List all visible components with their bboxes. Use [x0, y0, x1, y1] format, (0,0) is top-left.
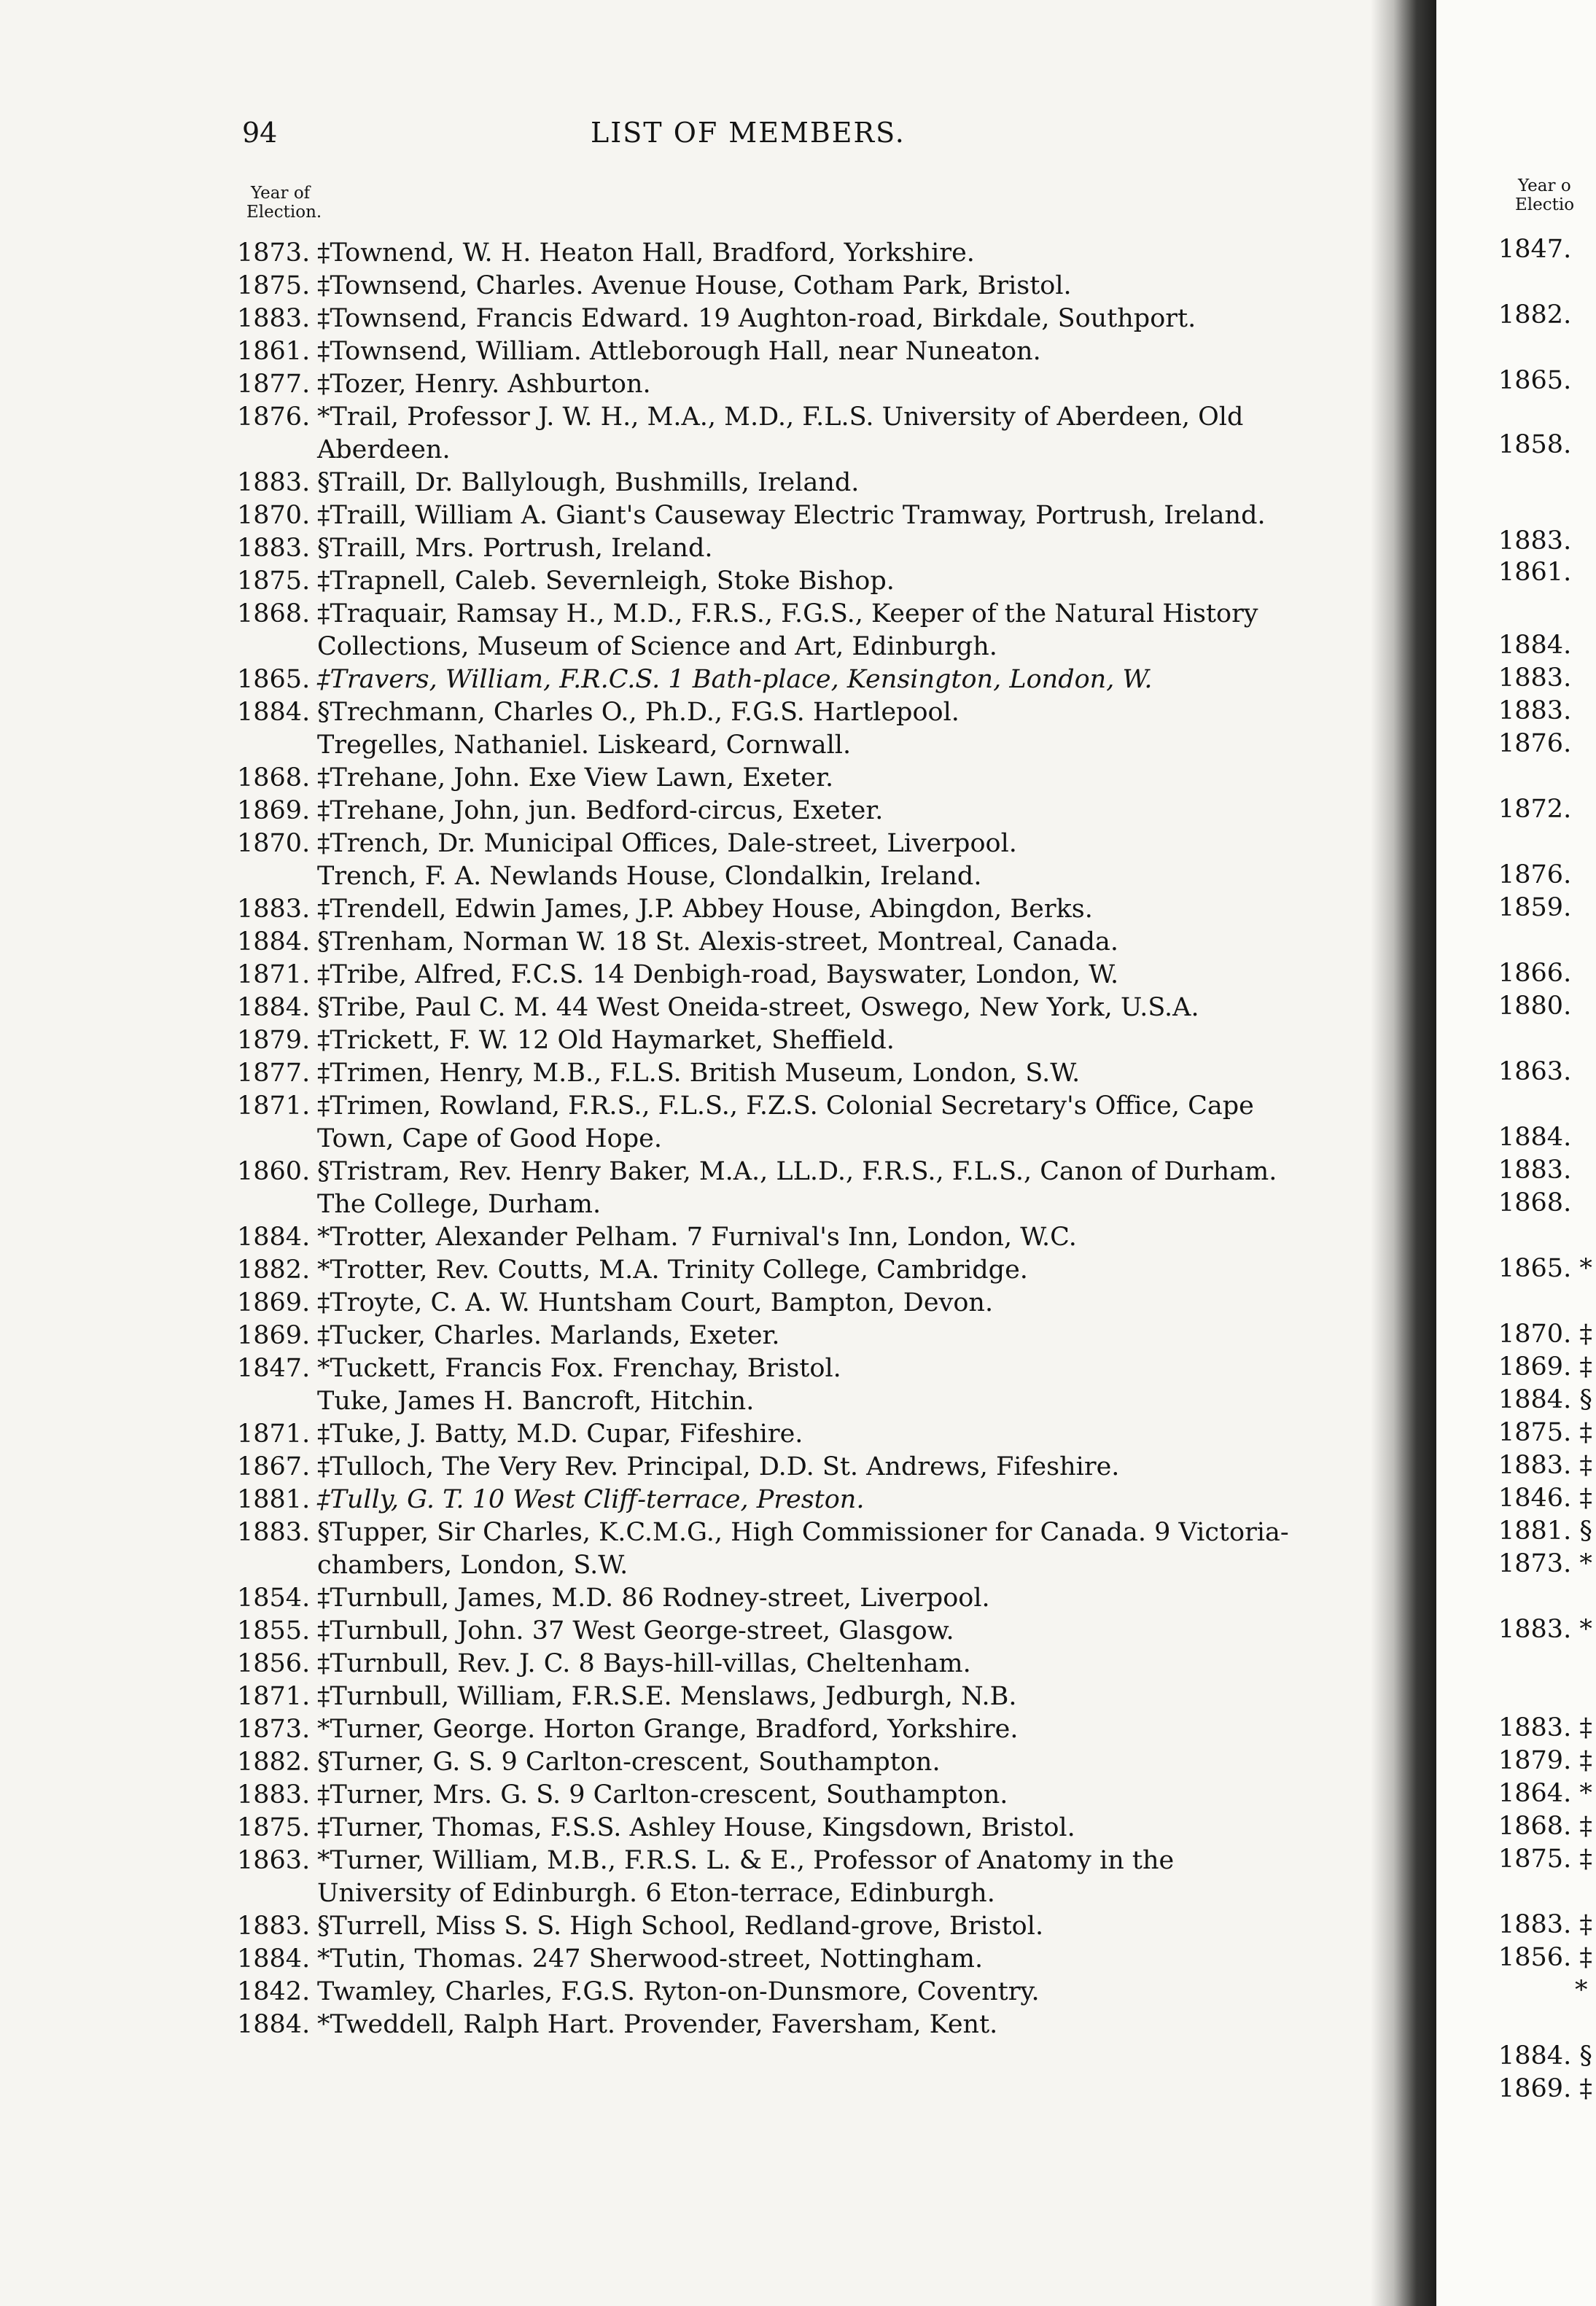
- election-year: 1884.: [237, 927, 311, 957]
- member-text: [317, 1418, 1298, 1451]
- member-text: [317, 959, 1298, 992]
- member-name: ‡Trench, Dr.: [317, 829, 476, 858]
- member-text: [317, 1680, 1298, 1713]
- facing-column-heading: [1515, 176, 1574, 214]
- member-entry: [237, 860, 1298, 893]
- election-year: 1882.: [237, 1255, 311, 1285]
- member-name: *Tuckett, Francis Fox.: [317, 1354, 604, 1383]
- member-name: ‡Trimen, Rowland, F.R.S., F.L.S., F.Z.S.: [317, 1091, 818, 1121]
- member-address: Keeper of the Natural History Collections, Museum of Science and Art, Edinburgh.: [317, 599, 1258, 661]
- member-text: [317, 368, 1298, 401]
- member-entry: [237, 1418, 1298, 1451]
- election-year: 1884.: [237, 698, 311, 727]
- facing-year: 1883.: [1498, 663, 1572, 693]
- election-year: 1861.: [237, 337, 311, 366]
- member-name: *Turner, George.: [317, 1715, 536, 1744]
- member-name: §Tristram, Rev. Henry Baker, M.A., LL.D., F.R.S., F.L.S.,: [317, 1157, 1032, 1186]
- member-entry: [237, 926, 1298, 959]
- member-name: ‡Tuke, J. Batty, M.D.: [317, 1419, 579, 1449]
- member-text: [317, 729, 1298, 762]
- member-text: [317, 1057, 1298, 1090]
- facing-year: 1872.: [1498, 795, 1572, 824]
- member-name: ‡Tully, G. T.: [317, 1485, 464, 1514]
- member-name: ‡Turnbull, James, M.D.: [317, 1584, 614, 1613]
- running-head: LIST OF MEMBERS.: [591, 117, 906, 149]
- member-text: [317, 270, 1298, 303]
- member-address: 1 Bath-place, Kensington, London, W.: [668, 665, 1153, 694]
- member-text: [317, 762, 1298, 795]
- election-year: 1855.: [237, 1616, 311, 1645]
- facing-year: 1866.: [1498, 959, 1572, 988]
- member-address: British Museum, London, S.W.: [689, 1059, 1081, 1088]
- member-entry: [237, 1320, 1298, 1352]
- member-name: Trench, F. A.: [317, 862, 482, 891]
- member-name: Tregelles, Nathaniel.: [317, 731, 589, 760]
- election-year: [237, 860, 317, 893]
- member-text: [317, 1320, 1298, 1352]
- member-text: [317, 237, 1298, 270]
- member-text: [317, 1779, 1298, 1812]
- member-entry: [237, 1156, 1298, 1221]
- facing-year: 1876.: [1498, 729, 1572, 758]
- election-year: 1870.: [237, 829, 311, 858]
- facing-year: 1865.: [1498, 366, 1572, 395]
- member-text: [317, 1976, 1298, 2009]
- facing-year: 1865. *: [1498, 1254, 1592, 1283]
- member-name: *Trotter, Rev. Coutts, M.A.: [317, 1255, 660, 1285]
- book-gutter: [1371, 0, 1436, 2306]
- facing-year: 1858.: [1498, 430, 1572, 459]
- member-address: Menslaws, Jedburgh, N.B.: [680, 1682, 1017, 1711]
- member-text: [317, 1024, 1298, 1057]
- election-year: 1873.: [237, 238, 311, 268]
- member-name: §Tribe, Paul C. M.: [317, 993, 548, 1022]
- member-entry: [237, 1976, 1298, 2009]
- member-name: Twamley, Charles, F.G.S.: [317, 1977, 636, 2006]
- member-entry: [237, 303, 1298, 335]
- member-address: High School, Redland-grove, Bristol.: [569, 1912, 1044, 1941]
- member-address: Huntsham Court, Bampton, Devon.: [537, 1288, 994, 1317]
- election-year: 1869.: [237, 1321, 311, 1350]
- facing-year: 1883. ‡: [1498, 1910, 1592, 1939]
- member-address: Professor of Anatomy in the University of Edinburgh. 6 Eton-terrace, Edinburgh.: [317, 1846, 1175, 1908]
- member-text: [317, 1615, 1298, 1648]
- member-name: ‡Townend, W. H.: [317, 238, 532, 268]
- election-year: 1883.: [237, 1780, 311, 1810]
- member-address: Bancroft, Hitchin.: [521, 1387, 755, 1416]
- member-entry: [237, 663, 1298, 696]
- member-address: 37 West George-street, Glasgow.: [532, 1616, 954, 1645]
- election-year: 1884.: [237, 993, 311, 1022]
- member-address: 86 Rodney-street, Liverpool.: [621, 1584, 990, 1613]
- member-text: [317, 1812, 1298, 1845]
- member-entry: [237, 335, 1298, 368]
- facing-year: 1869. ‡: [1498, 2074, 1592, 2103]
- member-address: Liskeard, Cornwall.: [597, 731, 852, 760]
- member-text: [317, 1352, 1298, 1385]
- member-name: ‡Turnbull, John.: [317, 1616, 524, 1645]
- facing-year: *: [1575, 1976, 1588, 2005]
- member-address: Avenue House, Cotham Park, Bristol.: [591, 271, 1072, 300]
- facing-year: 1880.: [1498, 992, 1572, 1021]
- member-entry: [237, 1287, 1298, 1320]
- facing-year: 1846. ‡: [1498, 1484, 1592, 1513]
- election-year: 1871.: [237, 1091, 311, 1121]
- member-name: ‡Tulloch, The Very Rev. Principal, D.D.: [317, 1452, 814, 1481]
- member-text: [317, 1648, 1298, 1680]
- election-year: 1842.: [237, 1977, 311, 2006]
- member-entry: [237, 1713, 1298, 1746]
- member-address: Giant's Causeway Electric Tramway, Portrush, Ireland.: [556, 501, 1266, 530]
- election-year: 1879.: [237, 1026, 311, 1055]
- member-name: ‡Trapnell, Caleb.: [317, 566, 537, 596]
- member-text: [317, 1582, 1298, 1615]
- member-name: ‡Turner, Mrs. G. S.: [317, 1780, 561, 1810]
- member-text: [317, 335, 1298, 368]
- facing-year: 1884. §: [1498, 2041, 1592, 2071]
- member-text: [317, 598, 1298, 663]
- member-address: 19 Aughton-road, Birkdale, Southport.: [698, 304, 1196, 333]
- facing-year: 1881. §: [1498, 1516, 1592, 1546]
- member-name: ‡Trehane, John, jun.: [317, 796, 577, 825]
- member-name: ‡Tribe, Alfred, F.C.S.: [317, 960, 585, 989]
- election-year: 1875.: [237, 566, 311, 596]
- member-text: [317, 1451, 1298, 1484]
- column-heading-line1: Year of: [251, 184, 311, 203]
- member-entry: [237, 762, 1298, 795]
- member-entry: [237, 1943, 1298, 1976]
- member-address: Canon of Durham. The College, Durham.: [317, 1157, 1277, 1219]
- member-text: [317, 992, 1298, 1024]
- member-entry: [237, 1779, 1298, 1812]
- member-text: [317, 401, 1298, 467]
- member-entry: [237, 368, 1298, 401]
- facing-year: 1883. ‡: [1498, 1451, 1592, 1480]
- member-name: §Turrell, Miss S. S.: [317, 1912, 562, 1941]
- election-year: 1869.: [237, 796, 311, 825]
- member-entry: [237, 1352, 1298, 1385]
- election-year: 1869.: [237, 1288, 311, 1317]
- member-name: ‡Traill, William A.: [317, 501, 548, 530]
- column-heading-line2: Election.: [246, 203, 322, 222]
- member-name: *Trail, Professor J. W. H., M.A., M.D., F.L.S.: [317, 402, 874, 432]
- member-entry: [237, 729, 1298, 762]
- member-entry: [237, 499, 1298, 532]
- facing-year: 1859.: [1498, 893, 1572, 922]
- facing-year: 1875. ‡: [1498, 1418, 1592, 1447]
- member-entry: [237, 565, 1298, 598]
- election-year: 1882.: [237, 1748, 311, 1777]
- facing-year: 1868.: [1498, 1188, 1572, 1218]
- member-text: [317, 565, 1298, 598]
- member-text: [317, 696, 1298, 729]
- member-entry: [237, 1254, 1298, 1287]
- member-name: §Traill, Mrs.: [317, 534, 475, 563]
- facing-heading-line2: Electio: [1515, 195, 1575, 214]
- election-year: 1867.: [237, 1452, 311, 1481]
- election-year: 1877.: [237, 1059, 311, 1088]
- member-name: §Traill, Dr.: [317, 468, 454, 497]
- member-text: [317, 1484, 1298, 1516]
- member-address: Horton Grange, Bradford, Yorkshire.: [543, 1715, 1019, 1744]
- election-year: 1847.: [237, 1354, 311, 1383]
- member-address: Exe View Lawn, Exeter.: [528, 763, 834, 792]
- member-text: [317, 1090, 1298, 1156]
- member-address: Ashburton.: [507, 370, 651, 399]
- member-address: 10 West Cliff-terrace, Preston.: [472, 1485, 865, 1514]
- member-name: ‡Turnbull, Rev. J. C.: [317, 1649, 571, 1678]
- member-entry: [237, 1746, 1298, 1779]
- member-entry: [237, 1845, 1298, 1910]
- election-year: 1881.: [237, 1485, 311, 1514]
- member-name: §Trenham, Norman W.: [317, 927, 607, 957]
- election-year: 1883.: [237, 534, 311, 563]
- member-entry: [237, 401, 1298, 467]
- election-year: 1871.: [237, 1419, 311, 1449]
- member-entry: [237, 1516, 1298, 1582]
- election-year: 1868.: [237, 763, 311, 792]
- member-text: [317, 663, 1298, 696]
- election-year: 1856.: [237, 1649, 311, 1678]
- member-name: ‡Townsend, Francis Edward.: [317, 304, 690, 333]
- facing-year: 1883.: [1498, 1156, 1572, 1185]
- election-year: 1876.: [237, 402, 311, 432]
- member-address: 44 West Oneida-street, Oswego, New York, U.S.A.: [556, 993, 1199, 1022]
- member-text: [317, 1910, 1298, 1943]
- election-year: 1875.: [237, 1813, 311, 1842]
- facing-year: 1883. *: [1498, 1615, 1592, 1644]
- facing-year: 1879. ‡: [1498, 1746, 1592, 1775]
- member-entry: [237, 1812, 1298, 1845]
- member-text: [317, 1713, 1298, 1746]
- member-address: Colonial Secretary's Office, Cape Town, Cape of Good Hope.: [317, 1091, 1254, 1153]
- member-name: ‡Trickett, F. W.: [317, 1026, 509, 1055]
- facing-year: 1883.: [1498, 526, 1572, 556]
- member-entry: [237, 598, 1298, 663]
- member-address: 9 Carlton-crescent, Southampton.: [501, 1748, 941, 1777]
- election-year: 1883.: [237, 1518, 311, 1547]
- member-name: ‡Travers, William, F.R.C.S.: [317, 665, 661, 694]
- member-entry: [237, 1615, 1298, 1648]
- member-entry: [237, 827, 1298, 860]
- member-entry: [237, 1385, 1298, 1418]
- facing-year: 1868. ‡: [1498, 1812, 1592, 1841]
- member-name: ‡Townsend, William.: [317, 337, 582, 366]
- member-address: 9 Carlton-crescent, Southampton.: [569, 1780, 1008, 1810]
- facing-year: 1884. §: [1498, 1385, 1592, 1414]
- facing-page: [1436, 0, 1596, 2306]
- election-year: [237, 729, 317, 762]
- member-name: ‡Trimen, Henry, M.B., F.L.S.: [317, 1059, 682, 1088]
- member-name: ‡Traquair, Ramsay H., M.D., F.R.S., F.G.S.,: [317, 599, 863, 628]
- member-name: §Tupper, Sir Charles, K.C.M.G.,: [317, 1518, 723, 1547]
- member-name: ‡Trehane, John.: [317, 763, 521, 792]
- member-address: Attleborough Hall, near Nuneaton.: [590, 337, 1041, 366]
- page-number: 94: [242, 117, 278, 149]
- member-name: §Turner, G. S.: [317, 1748, 494, 1777]
- member-text: [317, 1221, 1298, 1254]
- election-year: 1854.: [237, 1584, 311, 1613]
- facing-year: 1856. ‡: [1498, 1943, 1592, 1972]
- member-address: Newlands House, Clondalkin, Ireland.: [489, 862, 982, 891]
- election-year: 1884.: [237, 1944, 311, 1974]
- member-entry: [237, 893, 1298, 926]
- member-text: [317, 532, 1298, 565]
- member-entry: [237, 1648, 1298, 1680]
- member-address: St. Andrews, Fifeshire.: [822, 1452, 1120, 1481]
- member-entry: [237, 270, 1298, 303]
- facing-year: 1847.: [1498, 235, 1572, 264]
- member-text: [317, 499, 1298, 532]
- election-year: [237, 1385, 317, 1418]
- member-address: 8 Bays-hill-villas, Cheltenham.: [578, 1649, 971, 1678]
- member-address: 7 Furnival's Inn, London, W.C.: [686, 1223, 1077, 1252]
- facing-year: 1882.: [1498, 300, 1572, 330]
- member-address: Severnleigh, Stoke Bishop.: [545, 566, 895, 596]
- election-year: 1883.: [237, 895, 311, 924]
- member-name: ‡Turnbull, William, F.R.S.E.: [317, 1682, 672, 1711]
- member-text: [317, 1156, 1298, 1221]
- facing-year: 1883. ‡: [1498, 1713, 1592, 1742]
- member-text: [317, 860, 1298, 893]
- member-entry: [237, 1680, 1298, 1713]
- member-text: [317, 467, 1298, 499]
- member-entry: [237, 1221, 1298, 1254]
- column-heading: [246, 184, 322, 222]
- election-year: 1868.: [237, 599, 311, 628]
- member-text: [317, 303, 1298, 335]
- member-name: Tuke, James H.: [317, 1387, 514, 1416]
- member-text: [317, 2009, 1298, 2041]
- member-name: ‡Turner, Thomas, F.S.S.: [317, 1813, 622, 1842]
- member-address: Cupar, Fifeshire.: [586, 1419, 803, 1449]
- member-name: ‡Tucker, Charles.: [317, 1321, 542, 1350]
- member-address: 18 St. Alexis-street, Montreal, Canada.: [614, 927, 1119, 957]
- member-name: ‡Tozer, Henry.: [317, 370, 500, 399]
- member-address: Abbey House, Abingdon, Berks.: [682, 895, 1093, 924]
- election-year: 1865.: [237, 665, 311, 694]
- election-year: 1883.: [237, 1912, 311, 1941]
- member-address: Heaton Hall, Bradford, Yorkshire.: [539, 238, 975, 268]
- member-name: *Tweddell, Ralph Hart.: [317, 2010, 616, 2039]
- facing-year: 1869. ‡: [1498, 1352, 1592, 1382]
- member-address: High Commissioner for Canada. 9 Victoria-chambers, London, S.W.: [317, 1518, 1289, 1580]
- member-text: [317, 827, 1298, 860]
- member-address: Bedford-circus, Exeter.: [585, 796, 884, 825]
- facing-year: 1861.: [1498, 558, 1572, 587]
- election-year: 1884.: [237, 1223, 311, 1252]
- member-entry: [237, 467, 1298, 499]
- member-text: [317, 926, 1298, 959]
- election-year: 1863.: [237, 1846, 311, 1875]
- member-address: Trinity College, Cambridge.: [667, 1255, 1028, 1285]
- election-year: 1877.: [237, 370, 311, 399]
- member-entry: [237, 1451, 1298, 1484]
- member-text: [317, 1943, 1298, 1976]
- election-year: 1870.: [237, 501, 311, 530]
- facing-year: 1873. *: [1498, 1549, 1592, 1578]
- member-text: [317, 1516, 1298, 1582]
- facing-year: 1870. ‡: [1498, 1320, 1592, 1349]
- member-entry: [237, 237, 1298, 270]
- member-address: 12 Old Haymarket, Sheffield.: [516, 1026, 895, 1055]
- member-address: 247 Sherwood-street, Nottingham.: [532, 1944, 984, 1974]
- election-year: 1883.: [237, 468, 311, 497]
- facing-year: 1884.: [1498, 1123, 1572, 1152]
- member-address: Portrush, Ireland.: [483, 534, 713, 563]
- facing-year: 1864. *: [1498, 1779, 1592, 1808]
- election-year: 1875.: [237, 271, 311, 300]
- election-year: 1871.: [237, 1682, 311, 1711]
- member-name: §Trechmann, Charles O., Ph.D., F.G.S.: [317, 698, 805, 727]
- member-address: University of Aberdeen, Old Aberdeen.: [317, 402, 1244, 464]
- member-text: [317, 795, 1298, 827]
- member-address: Hartlepool.: [812, 698, 959, 727]
- member-entry: [237, 1090, 1298, 1156]
- member-entry: [237, 1057, 1298, 1090]
- facing-year: 1875. ‡: [1498, 1845, 1592, 1874]
- member-text: [317, 1845, 1298, 1910]
- member-text: [317, 893, 1298, 926]
- member-name: ‡Troyte, C. A. W.: [317, 1288, 530, 1317]
- member-entry: [237, 1484, 1298, 1516]
- member-name: *Trotter, Alexander Pelham.: [317, 1223, 679, 1252]
- member-address: Ashley House, Kingsdown, Bristol.: [629, 1813, 1075, 1842]
- facing-year: 1863.: [1498, 1057, 1572, 1086]
- member-address: Municipal Offices, Dale-street, Liverpool.: [483, 829, 1017, 858]
- member-list: [237, 237, 1298, 2041]
- member-entry: [237, 1910, 1298, 1943]
- member-text: [317, 1385, 1298, 1418]
- member-entry: [237, 1024, 1298, 1057]
- member-entry: [237, 795, 1298, 827]
- member-text: [317, 1746, 1298, 1779]
- member-text: [317, 1254, 1298, 1287]
- member-entry: [237, 959, 1298, 992]
- member-address: 14 Denbigh-road, Bayswater, London, W.: [592, 960, 1119, 989]
- facing-year: 1884.: [1498, 631, 1572, 660]
- member-address: Frenchay, Bristol.: [612, 1354, 841, 1383]
- member-name: ‡Townsend, Charles.: [317, 271, 584, 300]
- member-address: Provender, Faversham, Kent.: [623, 2010, 998, 2039]
- member-name: ‡Trendell, Edwin James, J.P.: [317, 895, 675, 924]
- member-entry: [237, 2009, 1298, 2041]
- facing-year: 1883.: [1498, 696, 1572, 725]
- election-year: 1860.: [237, 1157, 311, 1186]
- member-address: Ryton-on-Dunsmore, Coventry.: [643, 1977, 1040, 2006]
- member-address: Ballylough, Bushmills, Ireland.: [461, 468, 860, 497]
- facing-heading-line1: Year o: [1518, 176, 1571, 195]
- member-entry: [237, 1582, 1298, 1615]
- member-address: Marlands, Exeter.: [550, 1321, 780, 1350]
- member-text: [317, 1287, 1298, 1320]
- member-name: *Tutin, Thomas.: [317, 1944, 524, 1974]
- election-year: 1873.: [237, 1715, 311, 1744]
- facing-year: 1876.: [1498, 860, 1572, 889]
- member-entry: [237, 696, 1298, 729]
- election-year: 1883.: [237, 304, 311, 333]
- member-entry: [237, 992, 1298, 1024]
- election-year: 1884.: [237, 2010, 311, 2039]
- member-entry: [237, 532, 1298, 565]
- member-name: *Turner, William, M.B., F.R.S. L. & E.,: [317, 1846, 805, 1875]
- election-year: 1871.: [237, 960, 311, 989]
